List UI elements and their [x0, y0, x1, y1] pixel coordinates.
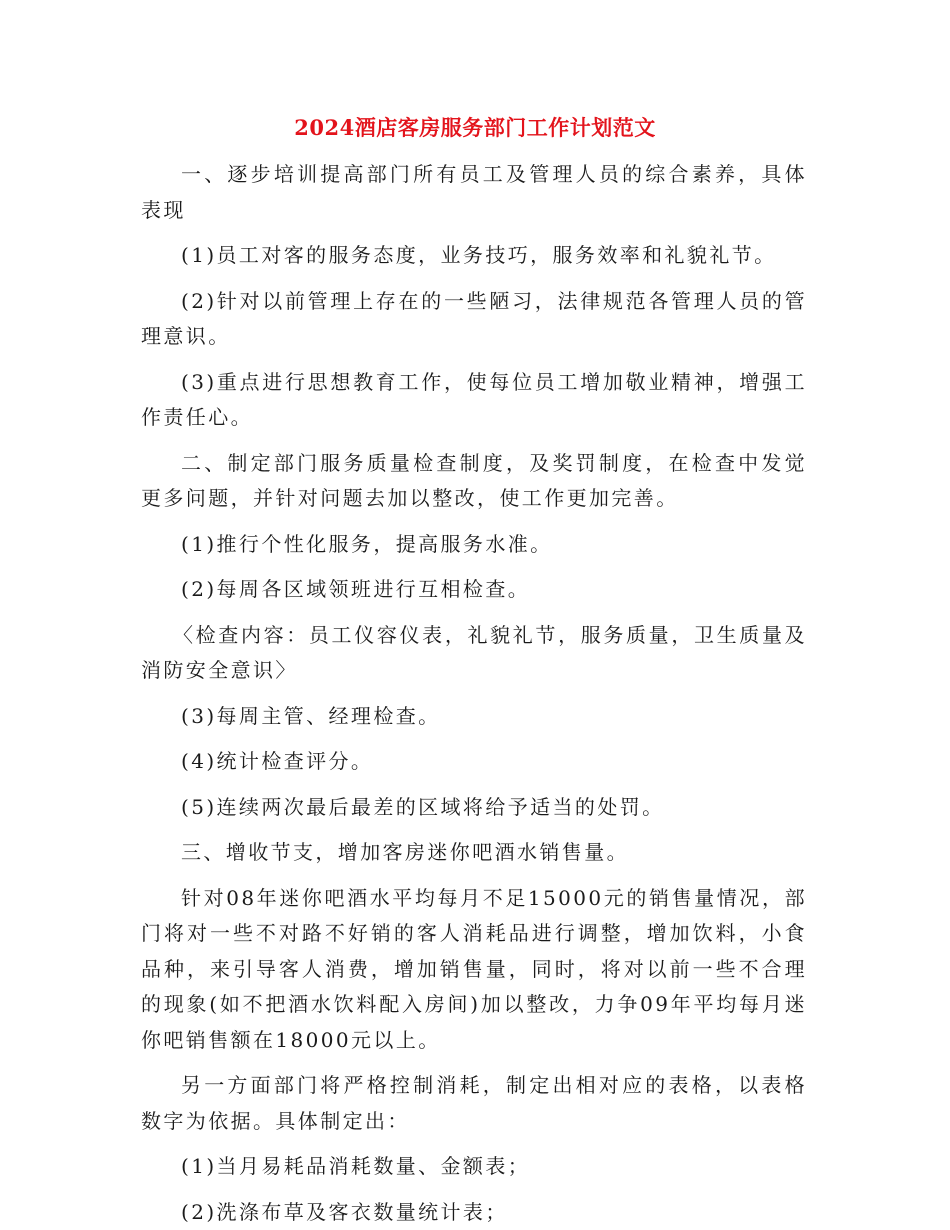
- paragraph-section-3-heading: 三、增收节支，增加客房迷你吧酒水销售量。: [181, 840, 629, 864]
- paragraph-minibar-plan: 针对08年迷你吧酒水平均每月不足15000元的销售量情况，部门将对一些不对路不好销的客人消耗品进行调整，增加饮料，小食品种，来引导客人消费，增加销售量，同时，将对以前一些不合理的现象(如不把酒水饮料配入房间)加以整改，力争09年平均每月迷你吧销售额在18000元以上。: [141, 885, 807, 1052]
- paragraph-inspection-content: 〈检查内容：员工仪容仪表，礼貌礼节，服务质量，卫生质量及消防安全意识〉: [141, 622, 807, 682]
- paragraph-section-1-heading: 一、逐步培训提高部门所有员工及管理人员的综合素养，具体表现: [141, 162, 807, 222]
- paragraph-item-2-2: (2)每周各区域领班进行互相检查。: [181, 577, 531, 601]
- paragraph-item-3-2: (2)洗涤布草及客衣数量统计表；: [181, 1199, 508, 1224]
- paragraph-item-1-3: (3)重点进行思想教育工作，使每位员工增加敬业精神，增强工作责任心。: [141, 369, 807, 429]
- paragraph-item-2-1: (1)推行个性化服务，提高服务水准。: [181, 531, 553, 556]
- paragraph-cost-control: 另一方面部门将严格控制消耗，制定出相对应的表格，以表格数字为依据。具体制定出：: [141, 1073, 807, 1133]
- paragraph-item-2-3: (3)每周主管、经理检查。: [181, 703, 441, 728]
- paragraph-item-1-1: (1)员工对客的服务态度，业务技巧，服务效率和礼貌礼节。: [181, 243, 777, 267]
- paragraph-section-2-heading: 二、制定部门服务质量检查制度，及奖罚制度，在检查中发觉更多问题，并针对问题去加以整改，使工作更加完善。: [141, 450, 807, 510]
- paragraph-item-3-1: (1)当月易耗品消耗数量、金额表；: [181, 1154, 531, 1178]
- document-body: [141, 157, 807, 1230]
- document-title: 2024酒店客房服务部门工作计划范文: [294, 115, 656, 140]
- paragraph-item-2-4: (4)统计检查评分。: [181, 749, 374, 773]
- paragraph-item-2-5: (5)连续两次最后最差的区域将给予适当的处罚。: [181, 794, 665, 819]
- paragraph-item-1-2: (2)针对以前管理上存在的一些陋习，法律规范各管理人员的管理意识。: [141, 288, 807, 348]
